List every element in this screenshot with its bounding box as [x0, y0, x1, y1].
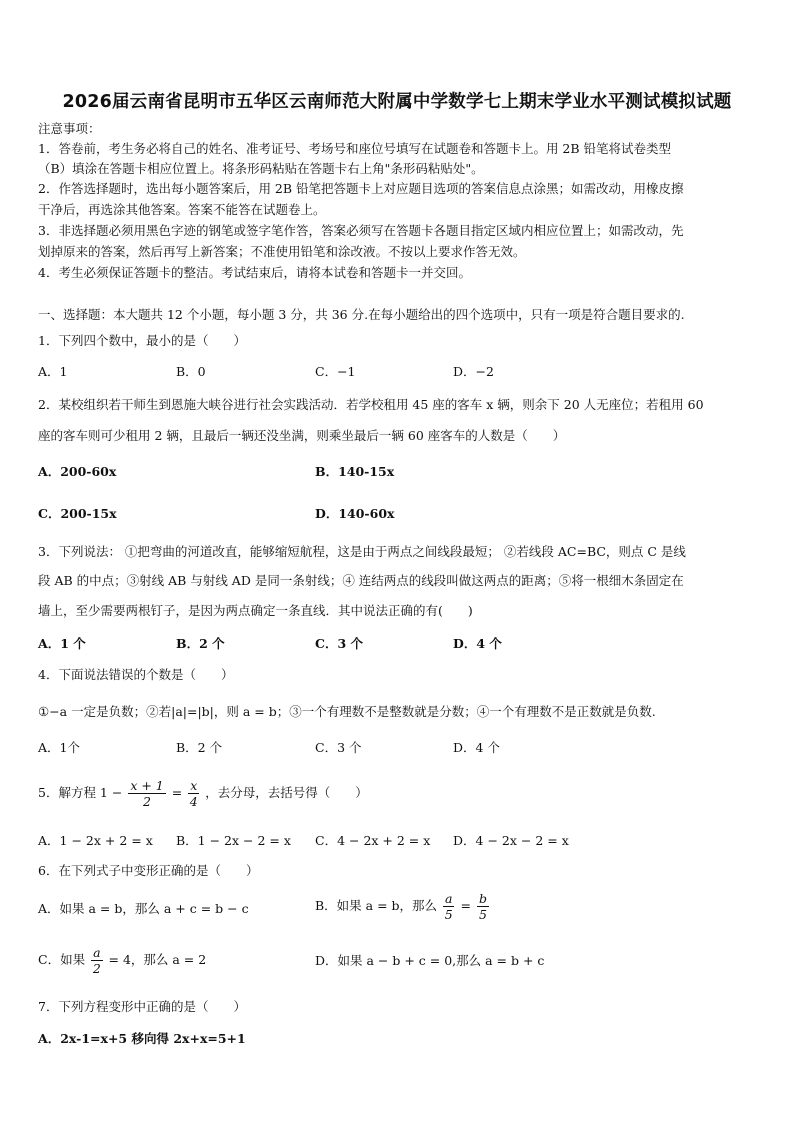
q6-option-a: A．如果 a = b，那么 a + c = b − c	[38, 901, 249, 916]
fraction-numerator: b	[478, 891, 487, 906]
q1-option-a: A．1	[38, 364, 68, 379]
q2-option-c: C．200-15x	[38, 506, 117, 521]
question-6-stem: 6．在下列式子中变形正确的是（ ）	[38, 863, 259, 878]
question-3-stem: 3．下列说法： ①把弯曲的河道改直，能够缩短航程，这是由于两点之间线段最短； ②若线段 AC=BC，则点 C 是线	[38, 544, 686, 559]
notice-line: 2．作答选择题时，选出每小题答案后，用 2B 铅笔把答题卡上对应题目选项的答案信息点涂黑；如需改动，用橡皮擦	[38, 181, 684, 196]
q4-option-d: D．4 个	[453, 740, 500, 755]
q5-option-b: B．1 − 2x − 2 = x	[176, 833, 291, 848]
q3-option-b: B．2 个	[176, 636, 225, 651]
q3-option-d: D．4 个	[453, 636, 502, 651]
equals-sign: =	[171, 785, 183, 800]
section-heading: 一、选择题：本大题共 12 个小题，每小题 3 分，共 36 分.在每小题给出的四个选项中，只有一项是符合题目要求的.	[38, 307, 685, 322]
q3-option-a: A．1 个	[38, 636, 86, 651]
question-3-stem: 墙上，至少需要两根钉子，是因为两点确定一条直线．其中说法正确的有( )	[38, 603, 473, 618]
q5-stem-prefix: 5．解方程 1 −	[38, 785, 123, 800]
notice-line: 划掉原来的答案，然后再写上新答案；不准使用铅笔和涂改液。不按以上要求作答无效。	[38, 244, 526, 259]
question-3-stem: 段 AB 的中点；③射线 AB 与射线 AD 是同一条射线；④ 连结两点的线段叫做这两点的距离；⑤将一根细木条固定在	[38, 573, 684, 588]
q5-option-a: A．1 − 2x + 2 = x	[38, 833, 153, 848]
notice-heading: 注意事项：	[38, 121, 101, 136]
question-7-stem: 7．下列方程变形中正确的是（ ）	[38, 999, 246, 1014]
q6-b-fraction-2	[477, 891, 489, 922]
fraction-denominator: 2	[143, 794, 151, 809]
q5-fraction-1	[128, 778, 165, 809]
q4-option-a: A．1个	[38, 740, 80, 755]
q6-option-b-prefix: B．如果 a = b，那么	[315, 898, 438, 913]
question-2-stem: 座的客车则可少租用 2 辆，且最后一辆还没坐满，则乘坐最后一辆 60 座客车的人数是（ ）	[38, 428, 566, 443]
notice-line: （B）填涂在答题卡相应位置上。将条形码粘贴在答题卡右上角"条形码粘贴处"。	[38, 161, 484, 176]
fraction-denominator: 2	[92, 961, 101, 976]
page-title: 2026届云南省昆明市五华区云南师范大附属中学数学七上期末学业水平测试模拟试题	[62, 92, 732, 112]
q1-option-d: D．−2	[453, 364, 494, 379]
q6-option-b	[315, 889, 491, 923]
q6-option-c-suffix: = 4，那么 a = 2	[108, 952, 207, 967]
q5-option-c: C．4 − 2x + 2 = x	[315, 833, 431, 848]
q6-c-fraction	[91, 945, 102, 976]
notice-line: 干净后，再选涂其他答案。答案不能答在试题卷上。	[38, 202, 326, 217]
q1-option-b: B．0	[176, 364, 206, 379]
q5-stem-suffix: ，去分母，去括号得（ ）	[205, 785, 368, 800]
fraction-denominator: 4	[189, 794, 198, 809]
fraction-denominator: 5	[444, 907, 453, 922]
q6-option-c	[38, 943, 206, 977]
equals-sign: =	[460, 898, 471, 913]
question-2-stem: 2．某校组织若干师生到恩施大峡谷进行社会实践活动．若学校租用 45 座的客车 x 辆，则余下 20 人无座位；若租用 60	[38, 397, 704, 412]
q5-fraction-2	[188, 778, 199, 809]
question-1-stem: 1．下列四个数中，最小的是（ ）	[38, 333, 246, 348]
q6-option-c-prefix: C．如果	[38, 952, 86, 967]
q3-option-c: C．3 个	[315, 636, 363, 651]
q2-option-b: B．140-15x	[315, 464, 395, 479]
q5-option-d: D．4 − 2x − 2 = x	[453, 833, 569, 848]
notice-line: 4．考生必须保证答题卡的整洁。考试结束后，请将本试卷和答题卡一并交回。	[38, 265, 471, 280]
q6-option-d: D．如果 a − b + c = 0,那么 a = b + c	[315, 953, 545, 968]
fraction-numerator: a	[93, 945, 101, 960]
fraction-numerator: x	[190, 778, 198, 793]
q2-option-a: A．200-60x	[38, 464, 117, 479]
fraction-numerator: x + 1	[130, 778, 164, 793]
q2-option-d: D．140-60x	[315, 506, 395, 521]
question-4-statements: ①−a 一定是负数；②若|a|=|b|，则 a = b；③一个有理数不是整数就是分数；④一个有理数不是正数就是负数.	[38, 704, 656, 719]
q1-option-c: C．−1	[315, 364, 356, 379]
q4-option-b: B．2 个	[176, 740, 223, 755]
question-4-stem: 4．下面说法错误的个数是（ ）	[38, 667, 234, 682]
notice-line: 1．答卷前，考生务必将自己的姓名、准考证号、考场号和座位号填写在试题卷和答题卡上。用 2B 铅笔将试卷类型	[38, 141, 672, 156]
fraction-denominator: 5	[478, 907, 487, 922]
q6-b-fraction-1	[443, 891, 454, 922]
q4-option-c: C．3 个	[315, 740, 362, 755]
notice-line: 3．非选择题必须用黑色字迹的钢笔或签字笔作答，答案必须写在答题卡各题目指定区域内相应位置上；如需改动，先	[38, 223, 684, 238]
fraction-numerator: a	[445, 891, 453, 906]
question-5-stem	[38, 776, 368, 810]
q7-option-a: A．2x-1=x+5 移向得 2x+x=5+1	[38, 1031, 246, 1046]
